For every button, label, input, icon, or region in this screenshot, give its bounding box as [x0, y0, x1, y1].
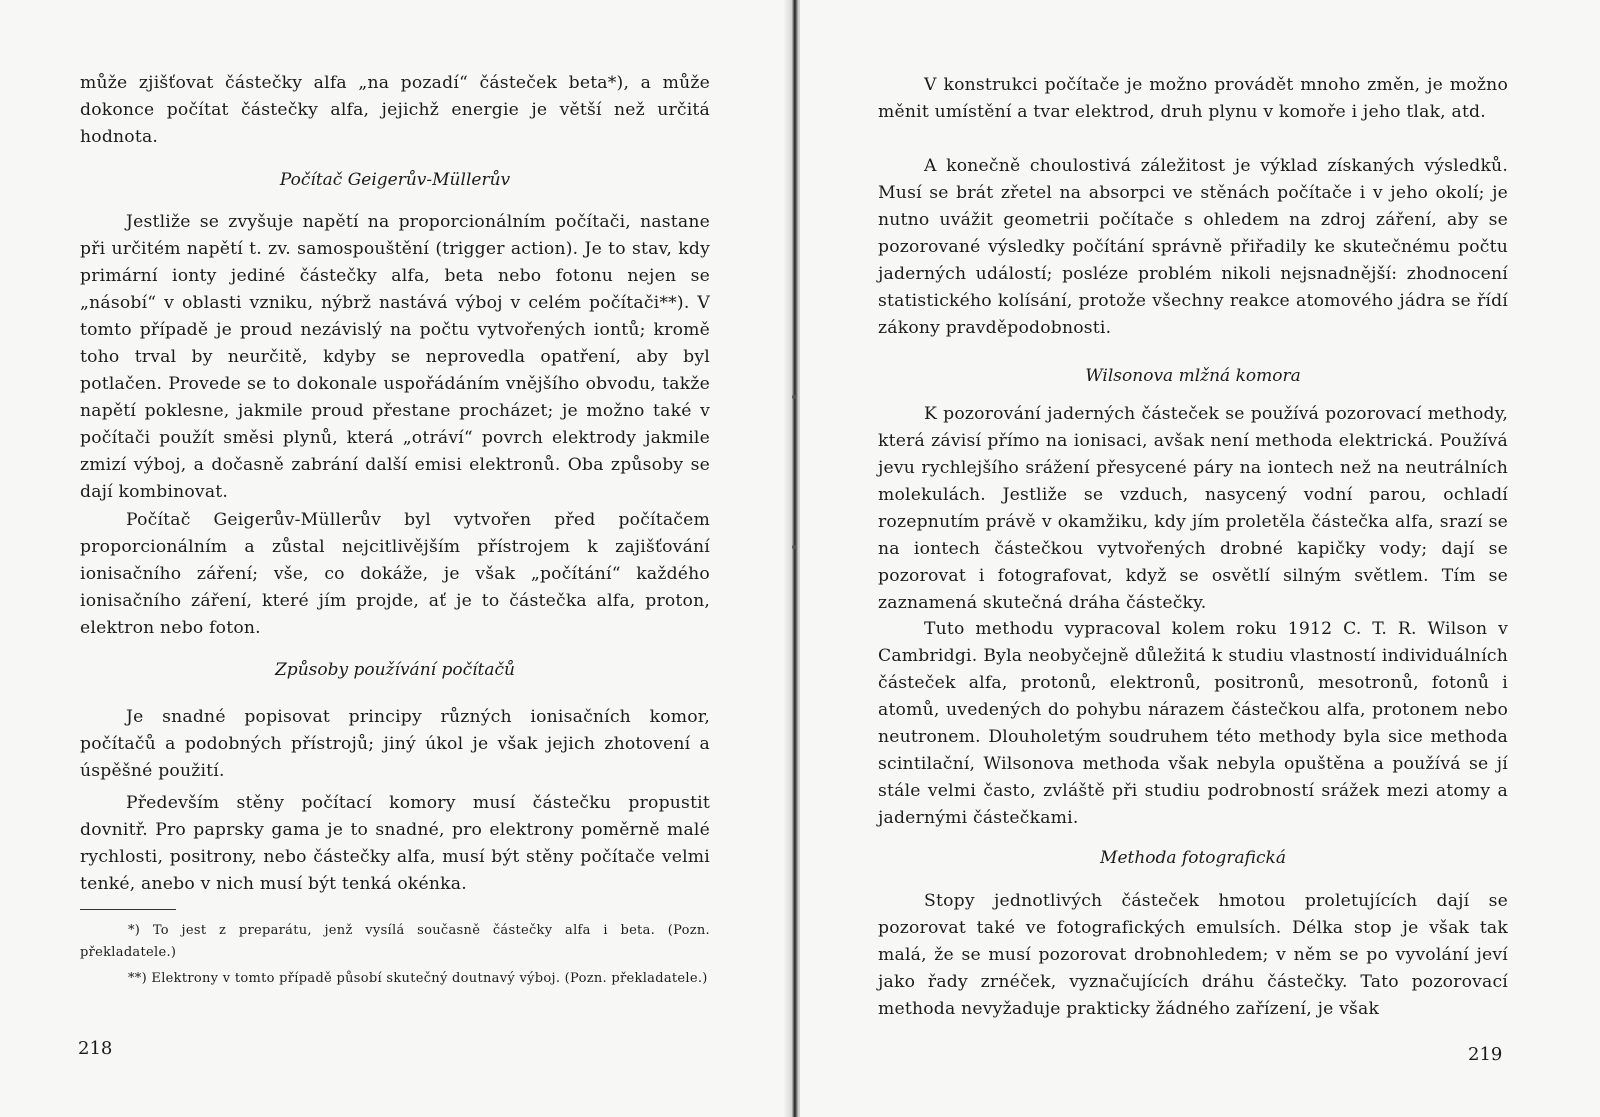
gutter-mark: [792, 545, 796, 549]
page-number-right: 219: [1468, 1044, 1503, 1065]
left-paragraph-2: Jestliže se zvyšuje napětí na proporcionálním počítači, nastane při určitém napětí t. zv. samospouštění (trigger action). Je to stav, kdy primární ionty jediné částečky alfa, beta nebo fotonu nejen se „násobí“ v oblasti vzniku, nýbrž nastává výboj v celém počítači**). V tomto případě je proud nezávislý na počtu vytvořených iontů; kromě toho trval by neurčitě, kdyby se neprovedla opatření, aby byl potlačen. Provede se to dokonale uspořádáním vnějšího obvodu, takže napětí poklesne, jakmile proud přestane procházet; je možno také v počítači použít směsi plynů, která „otráví“ povrch elektrody jakmile zmizí výboj, a dočasně zabrání další emisi elektronů. Oba způsoby se dají kombinovat.: [80, 212, 710, 502]
footnote-2: **) Elektrony v tomto případě působí skutečný doutnavý výboj. (Pozn. překladatele.): [128, 971, 708, 986]
left-paragraph-4: Je snadné popisovat principy různých ionisačních komor, počítačů a podobných přístrojů; jiný úkol je však jejich zhotovení a úspěšné použití.: [80, 707, 710, 781]
left-paragraph-3: Počítač Geigerův-Müllerův byl vytvořen před počítačem proporcionálním a zůstal nejcitlivějším přístrojem k zajišťování ionisačního záření; vše, co dokáže, je však „počítání“ každého ionisačního záření, které jím projde, ať je to částečka alfa, proton, elektron nebo foton.: [80, 510, 710, 638]
right-paragraph-2: A konečně choulostivá záležitost je výklad získaných výsledků. Musí se brát zřetel na absorpci ve stěnách počítače i v jeho okolí; je nutno uvážit geometrii počítače s ohledem na zdroj záření, aby se pozorované výsledky počítání správně přiřadily ke skutečnému počtu jaderných událostí; posléze problém nikoli nejsnadnější: zhodnocení statistického kolísání, protože všechny reakce atomového jádra se řídí zákony pravděpodobnosti.: [878, 156, 1508, 338]
gutter-mark: [792, 395, 796, 399]
right-paragraph-5: Stopy jednotlivých částeček hmotou proletujících dají se pozorovat také ve fotografických emulsích. Délka stop je však tak malá, že se musí pozorovat drobnohledem; v něm se po vyvolání jeví jako řady zrnéček, vyznačujících dráhu částečky. Tato pozorovací methoda nevyžaduje prakticky žádného zařízení, je však: [878, 891, 1508, 1019]
left-page: [0, 0, 790, 1117]
right-page: [800, 0, 1600, 1117]
right-paragraph-1: V konstrukci počítače je možno provádět mnoho změn, je možno měnit umístění a tvar elektrod, druh plynu v komoře i jeho tlak, atd.: [878, 75, 1508, 122]
left-paragraph-1: může zjišťovat částečky alfa „na pozadí“ částeček beta*), a může dokonce počítat částečky alfa, jejichž energie je větší než určitá hodnota.: [80, 73, 710, 147]
left-section-heading-geiger: Počítač Geigerův-Müllerův: [279, 170, 511, 190]
right-paragraph-4: Tuto methodu vypracoval kolem roku 1912 C. T. R. Wilson v Cambridgi. Byla neobyčejně důležitá k studiu vlastností individuálních částeček alfa, protonů, elektronů, positronů, mesotronů, fotonů i atomů, uvedených do pohybu nárazem částečkou alfa, protonem nebo neutronem. Dlouholetým soudruhem této methody byla sice methoda scintilační, Wilsonova methoda však nebyla opuštěna a používá se jí stále velmi často, zvláště při studiu podrobností srážek mezi atomy a jadernými částečkami.: [878, 619, 1508, 828]
right-section-heading-photo: Methoda fotografická: [1100, 848, 1286, 868]
right-paragraph-3: K pozorování jaderných částeček se používá pozorovací methody, která závisí přímo na ionisaci, avšak není methoda elektrická. Používá jevu rychlejšího srážení přesycené páry na iontech než na neutrálních molekulách. Jestliže se vzduch, nasycený vodní parou, ochladí rozepnutím právě v okamžiku, kdy jím proletěla částečka alfa, srazí se na iontech částečkou vytvořených drobné kapičky vody; dají se pozorovat i fotografovat, když se osvětlí silným světlem. Tím se zaznamená skutečná dráha částečky.: [878, 404, 1508, 613]
footnote-1: *) To jest z preparátu, jenž vysílá současně částečky alfa i beta. (Pozn. překladatele.): [80, 923, 710, 960]
left-section-heading-methods: Způsoby používání počítačů: [275, 660, 515, 680]
right-section-heading-wilson: Wilsonova mlžná komora: [1085, 366, 1301, 386]
page-number-left: 218: [78, 1038, 113, 1059]
left-paragraph-5: Především stěny počítací komory musí částečku propustit dovnitř. Pro paprsky gama je to snadné, pro elektrony poměrně malé rychlosti, positrony, nebo částečky alfa, musí být stěny počítače velmi tenké, anebo v nich musí být tenká okénka.: [80, 793, 710, 894]
footnote-divider: [80, 909, 176, 910]
